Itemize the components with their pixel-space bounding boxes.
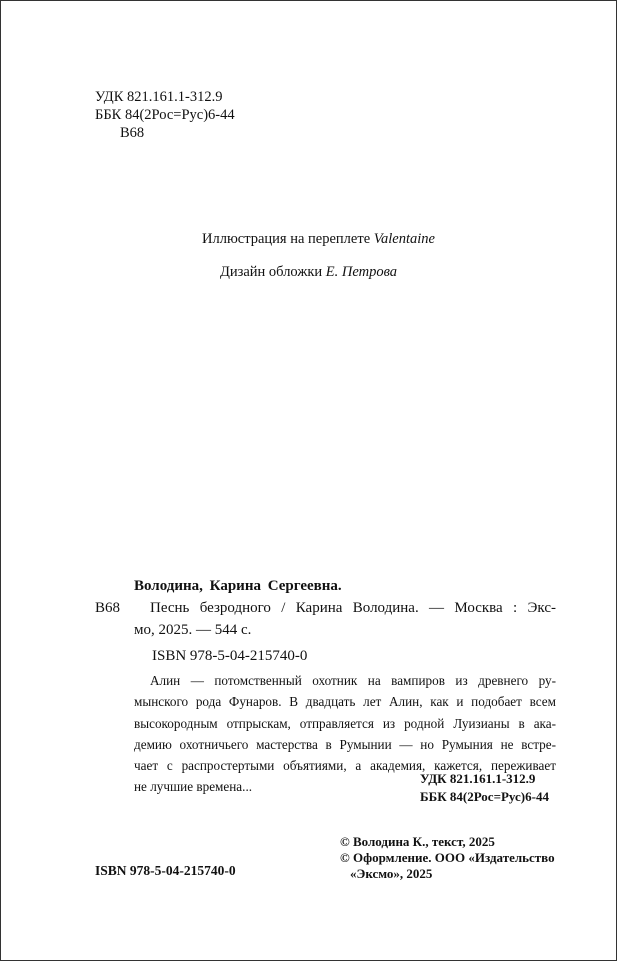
abstract-line: мынского рода Фунаров. В двадцать лет Алин, как и подобает всем <box>134 694 556 710</box>
abstract-line: не лучшие времена... <box>134 779 253 795</box>
illustration-credit <box>0 231 617 248</box>
abstract-line: демию охотничьего мастерства в Румынии — но Румыния не встре- <box>134 736 556 752</box>
author-mark-top: В68 <box>120 125 145 141</box>
catalog-author: Володина, Карина Сергеевна. <box>134 578 342 594</box>
copyright-publisher: «Эксмо», 2025 <box>350 866 433 881</box>
catalog-udk: УДК 821.161.1-312.9 <box>420 771 536 786</box>
design-label: Дизайн обложки <box>219 264 323 280</box>
udk-code-top: УДК 821.161.1-312.9 <box>95 89 223 105</box>
illustrator-name: Valentaine <box>373 231 435 247</box>
catalog-title-line1: Песнь безродного / Карина Володина. — Москва : Экс- <box>150 600 556 616</box>
footer-isbn: ISBN 978-5-04-215740-0 <box>95 863 236 878</box>
abstract-line: Алин — потомственный охотник на вампиров из древнего ру- <box>150 673 556 688</box>
catalog-author-mark: В68 <box>95 600 121 616</box>
catalog-isbn: ISBN 978-5-04-215740-0 <box>152 648 308 664</box>
copyright-design: © Оформление. ООО «Издательство <box>340 850 555 865</box>
design-credit <box>0 264 617 281</box>
abstract-line: чает с распростертыми объятиями, а академия, кажется, переживает <box>134 758 556 774</box>
abstract-line: высокородным отпрыскам, отправляется из родной Луизианы в ака- <box>134 715 556 731</box>
bbk-code-top: ББК 84(2Рос=Рус)6-44 <box>95 107 235 123</box>
catalog-bbk: ББК 84(2Рос=Рус)6-44 <box>420 789 549 804</box>
copyright-author: © Володина К., текст, 2025 <box>340 834 495 849</box>
catalog-title-line2: мо, 2025. — 544 с. <box>134 622 252 638</box>
designer-name: Е. Петрова <box>325 264 398 280</box>
illustration-label: Иллюстрация на переплете <box>202 231 371 247</box>
